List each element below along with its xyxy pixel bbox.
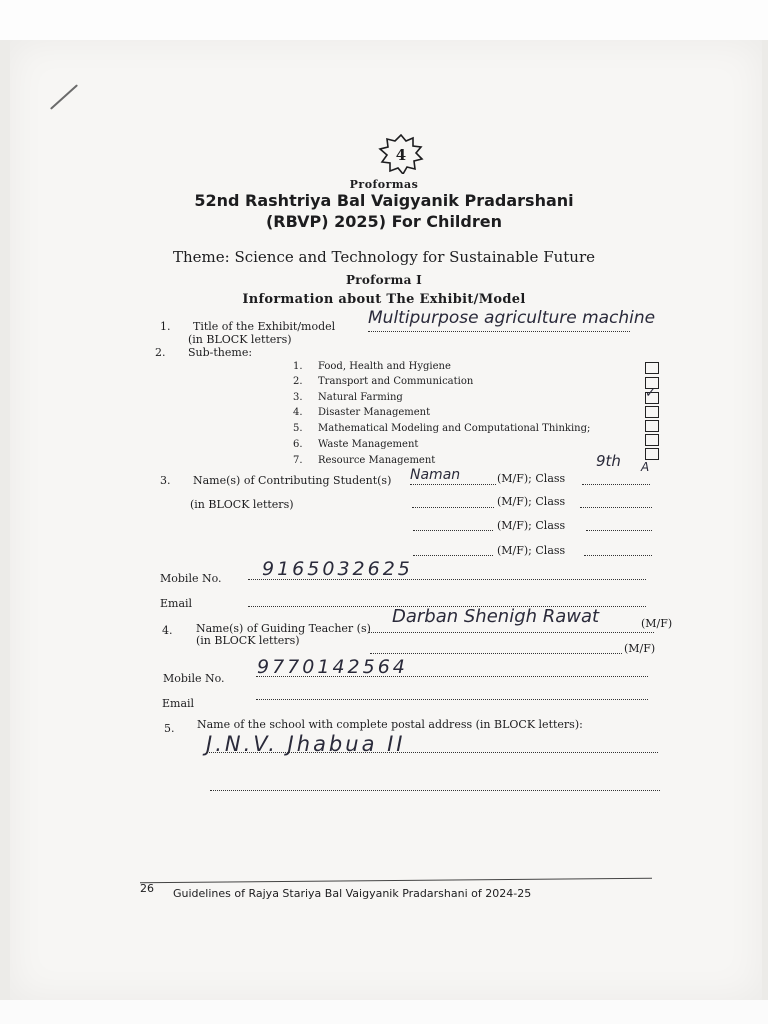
student4-class-line — [584, 555, 652, 556]
page-top-margin — [0, 0, 768, 40]
teacher2-name-line — [370, 653, 622, 654]
subtheme-number: 3. — [293, 392, 303, 403]
subtheme-number: 1. — [293, 361, 303, 372]
q2-number: 2. — [155, 346, 166, 359]
student2-name-line — [412, 507, 494, 508]
page-number: 26 — [140, 882, 154, 895]
proformas-heading: Proformas — [349, 178, 419, 191]
subtheme-label: Food, Health and Hygiene — [318, 361, 451, 372]
proforma-label: Proforma I — [345, 273, 423, 287]
student2-mf-class: (M/F); Class — [497, 495, 566, 508]
q3-name-line — [410, 484, 496, 485]
subtheme-number: 7. — [293, 455, 303, 466]
q5-address-line1 — [206, 752, 658, 753]
subtheme-number: 6. — [293, 439, 303, 450]
q2-label: Sub-theme: — [188, 346, 253, 359]
document-title-line1: 52nd Rashtriya Bal Vaigyanik Pradarshani — [194, 191, 574, 210]
student4-name-line — [413, 555, 493, 556]
student-mobile-handwritten: 9165032625 — [262, 558, 413, 580]
subtheme-label: Resource Management — [318, 455, 436, 466]
subtheme-label: Disaster Management — [318, 407, 431, 418]
subtheme-checkbox[interactable] — [645, 434, 659, 446]
subtheme-label: Natural Farming — [318, 392, 403, 403]
student-mobile-line — [248, 579, 646, 580]
student3-name-line — [413, 530, 493, 531]
q1-label: Title of the Exhibit/model — [193, 320, 336, 333]
subtheme-number: 2. — [293, 376, 303, 387]
badge-number: 4 — [395, 146, 407, 164]
q1-sub-label: (in BLOCK letters) — [188, 333, 292, 346]
subtheme-number: 4. — [293, 407, 303, 418]
q4-mf: (M/F) — [641, 617, 673, 630]
q4-name-line — [368, 632, 654, 633]
q4-label: Name(s) of Guiding Teacher (s) — [196, 622, 371, 635]
student4-mf-class: (M/F); Class — [497, 544, 566, 557]
q1-fill-line — [368, 331, 630, 332]
subtheme-label: Mathematical Modeling and Computational Thinking; — [318, 423, 591, 434]
page-bottom-margin — [0, 1000, 768, 1024]
teacher-mobile-line — [256, 676, 648, 677]
student-email-label: Email — [160, 597, 193, 610]
q4-handwritten-teacher: Darban Shenigh Rawat — [392, 606, 600, 627]
q3-handwritten-section: A — [641, 460, 650, 474]
q3-number: 3. — [160, 474, 171, 487]
q3-mf-class: (M/F); Class — [497, 472, 566, 485]
teacher-email-label: Email — [162, 697, 195, 710]
q3-class-line — [582, 484, 650, 485]
subtheme-number: 5. — [293, 423, 303, 434]
q3-sub-label: (in BLOCK letters) — [190, 498, 294, 511]
theme-line: Theme: Science and Technology for Sustainable Future — [172, 248, 595, 266]
subtheme-checkbox[interactable] — [645, 420, 659, 432]
subtheme-label: Transport and Communication — [318, 376, 474, 387]
q5-number: 5. — [164, 722, 175, 735]
student3-mf-class: (M/F); Class — [497, 519, 566, 532]
teacher-mobile-label: Mobile No. — [163, 672, 225, 685]
subtheme-checkbox-checked[interactable] — [645, 386, 659, 404]
teacher-mobile-handwritten: 9770142564 — [257, 656, 408, 678]
q1-number: 1. — [160, 320, 171, 333]
student3-class-line — [586, 530, 652, 531]
subtheme-checkbox[interactable] — [645, 448, 659, 460]
student2-class-line — [580, 507, 652, 508]
footer-text: Guidelines of Rajya Stariya Bal Vaigyanik Pradarshani of 2024-25 — [173, 887, 532, 900]
teacher2-mf: (M/F) — [624, 642, 656, 655]
q1-handwritten-title: Multipurpose agriculture machine — [368, 308, 656, 328]
q3-handwritten-name: Naman — [410, 467, 461, 483]
q5-handwritten-school: J.N.V. Jhabua II — [206, 732, 406, 756]
q5-address-line2 — [210, 790, 660, 791]
subtheme-label: Waste Management — [318, 439, 419, 450]
section-title: Information about The Exhibit/Model — [242, 292, 526, 307]
q4-number: 4. — [162, 624, 173, 637]
q5-label: Name of the school with complete postal address (in BLOCK letters): — [197, 718, 583, 731]
q3-handwritten-class: 9th — [596, 452, 621, 470]
document-title-line2: (RBVP) 2025) For Children — [265, 212, 502, 231]
q4-sub-label: (in BLOCK letters) — [196, 634, 300, 647]
checkmark-icon: ✓ — [645, 386, 656, 401]
subtheme-checkbox[interactable] — [645, 362, 659, 374]
teacher-email-line — [256, 699, 648, 700]
subtheme-checkbox[interactable] — [645, 406, 659, 418]
student-mobile-label: Mobile No. — [160, 572, 222, 585]
badge-gear-icon — [378, 134, 424, 174]
q3-label: Name(s) of Contributing Student(s) — [193, 474, 392, 487]
